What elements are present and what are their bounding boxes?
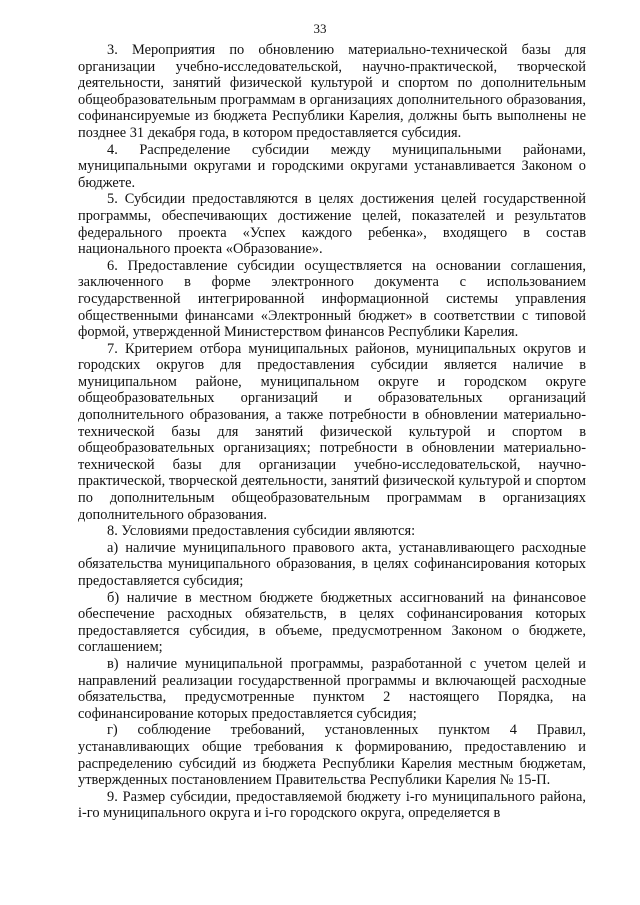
condition-c: в) наличие муниципальной программы, разработанной с учетом целей и направлений реализации государственной программы и включающей расходные обязательства, предусмотренные пунктом 2 настоящего Порядка, на софинансирование которых предоставляется субсидия; [78, 655, 586, 722]
condition-d: г) соблюдение требований, установленных пунктом 4 Правил, устанавливающих общие требования к формированию, предоставлению и распределению субсидий из бюджета Республики Карелия местным бюджетам, утвержденных постановлением Правительства Республики Карелия № 15-П. [78, 722, 586, 789]
paragraph-7-selection-criterion: 7. Критерием отбора муниципальных районов, муниципальных округов и городских округов для предоставления субсидии является наличие в муниципальном районе, муниципальном округе и городском округе общеобразовательных организаций и образовательных организаций дополнительного образования, а также потребности в обновлении материально-технической базы для занятий физической культурой и спортом в общеобразовательных организациях; потребности в обновлении материально-технической базы для организации учебно-исследовательской, научно-практической, творческой деятельности, занятий физической культурой и спортом по дополнительным общеобразовательным программам в организациях дополнительного образования. [78, 340, 586, 523]
paragraph-3-equipment-deadline: 3. Мероприятия по обновлению материально-технической базы для организации учебно-исследовательской, научно-практической, творческой деятельности, занятий физической культурой и спортом по дополнительным общеобразовательным программам в организациях дополнительного образования, софинансируемые из бюджета Республики Карелия, должны быть выполнены не позднее 31 декабря года, в котором предоставляется субсидия. [78, 42, 586, 141]
paragraph-5-goals: 5. Субсидии предоставляются в целях достижения целей государственной программы, обеспечивающих достижение целей, показателей и результатов федерального проекта «Успех каждого ребенка», входящего в состав национального проекта «Образование». [78, 191, 586, 258]
condition-a: а) наличие муниципального правового акта, устанавливающего расходные обязательства муниципального образования, в целях софинансирования которых предоставляется субсидия; [78, 539, 586, 589]
paragraph-6-agreement: 6. Предоставление субсидии осуществляется на основании соглашения, заключенного в форме электронного документа с использованием государственной интегрированной информационной системы управления общественными финансами «Электронный бюджет» в соответствии с типовой формой, утвержденной Министерством финансов Республики Карелия. [78, 257, 586, 341]
document-body [78, 42, 586, 822]
condition-b: б) наличие в местном бюджете бюджетных ассигнований на финансовое обеспечение расходных обязательств, в целях софинансирования которых предоставляется субсидия, в объеме, предусмотренном Законом о бюджете, соглашением; [78, 589, 586, 656]
page-number: 33 [313, 21, 327, 36]
paragraph-8-conditions: 8. Условиями предоставления субсидии являются: [107, 523, 416, 540]
paragraph-9-subsidy-amount: 9. Размер субсидии, предоставляемой бюджету i-го муниципального района, i-го муниципального округа и i-го городского округа, определяется в [78, 788, 586, 822]
paragraph-4-distribution: 4. Распределение субсидии между муниципальными районами, муниципальными округами и городскими округами устанавливается Законом о бюджете. [78, 141, 586, 191]
